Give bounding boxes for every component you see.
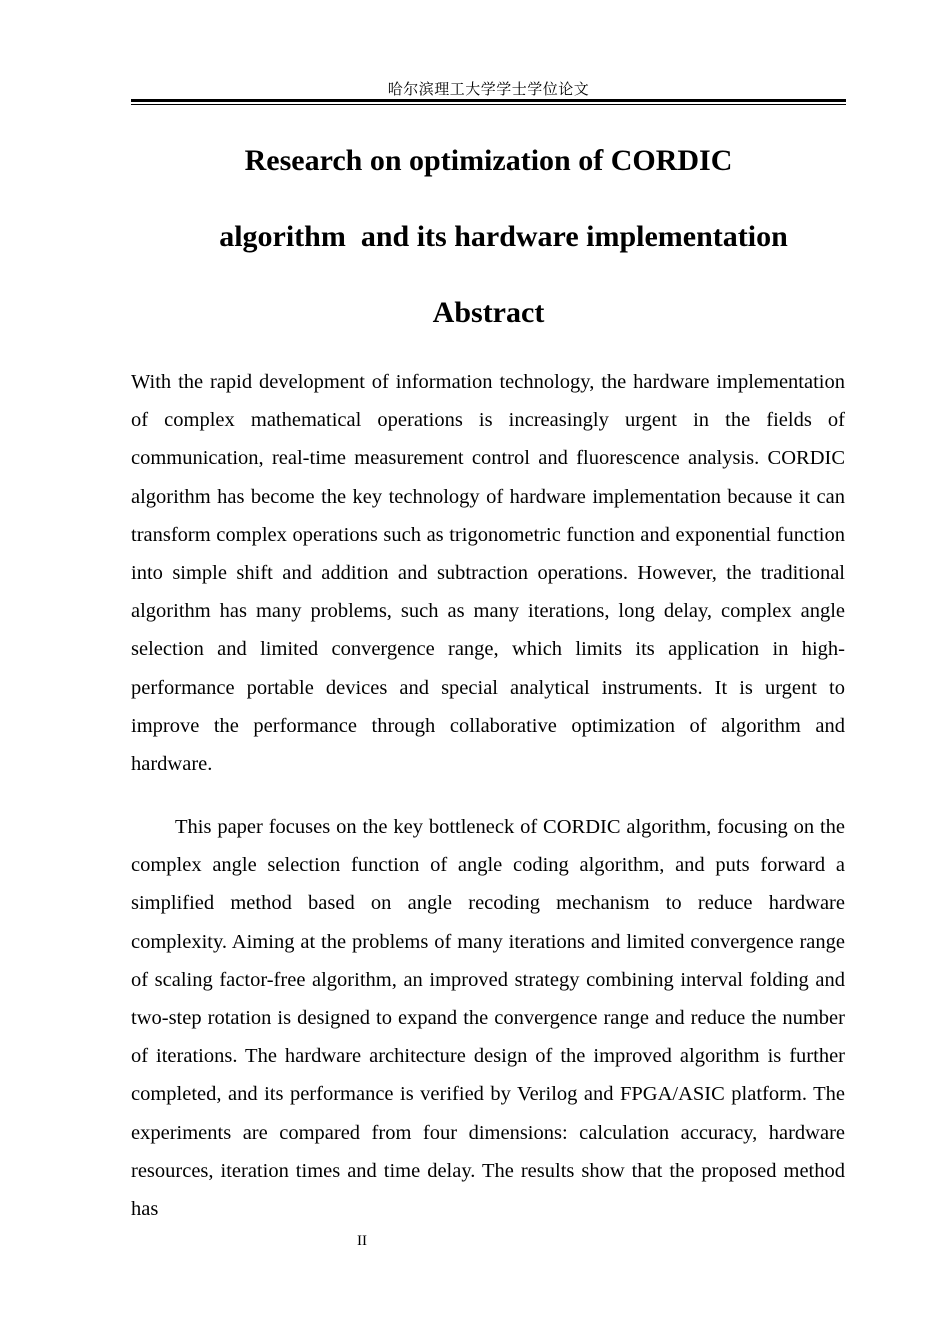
title-line-1: Research on optimization of CORDIC — [244, 144, 733, 177]
abstract-paragraph-1: With the rapid development of information technology, the hardware implementation of complex mathematical operations is increasingly urgent in the fields of communication, real-time measurement control and fluorescence analysis. CORDIC algorithm has become the key technology of hardware implementation because it can transform complex operations such as trigonometric function and exponential function into simple shift and addition and subtraction operations. However, the traditional algorithm has many problems, such as many iterations, long delay, complex angle selection and limited convergence range, which limits its application in high-performance portable devices and special analytical instruments. It is urgent to improve the performance through collaborative optimization of algorithm and hardware. — [131, 371, 845, 776]
header-rule-thin — [131, 104, 846, 105]
abstract-paragraph-2: This paper focuses on the key bottleneck of CORDIC algorithm, focusing on the complex angle selection function of angle coding algorithm, and puts forward a simplified method based on angle recoding mechanism to reduce hardware complexity. Aiming at the problems of many iterations and limited convergence range of scaling factor-free algorithm, an improved strategy combining interval folding and two-step rotation is designed to expand the convergence range and reduce the number of iterations. The hardware architecture design of the improved algorithm is further completed, and its performance is verified by Verilog and FPGA/ASIC platform. The experiments are compared from four dimensions: calculation accuracy, hardware resources, iteration times and time delay. The results show that the proposed method has — [131, 816, 845, 1221]
running-header: 哈尔滨理工大学学士学位论文 — [387, 82, 590, 98]
header-rule-thick — [131, 99, 846, 102]
page-number: II — [357, 1233, 367, 1249]
title-line-2: algorithm and its hardware implementation — [219, 220, 788, 253]
abstract-heading: Abstract — [432, 296, 545, 329]
